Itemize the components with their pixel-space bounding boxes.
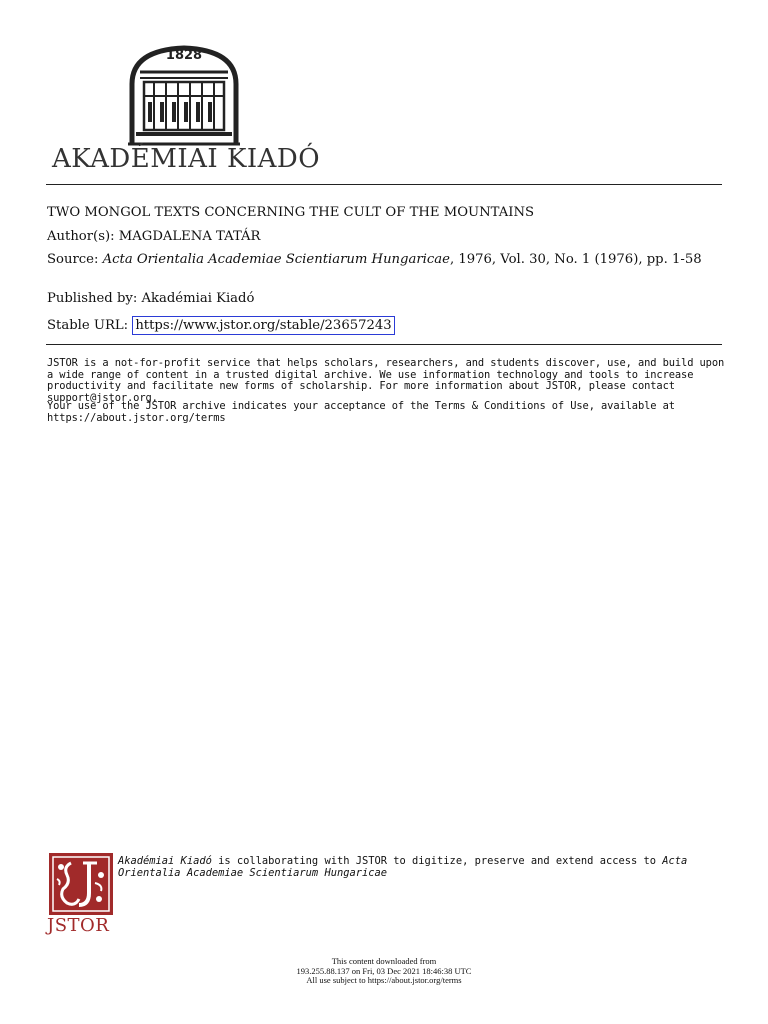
authors-line <box>47 229 260 244</box>
collaboration-notice <box>118 855 728 879</box>
authors-value: MAGDALENA TATÁR <box>118 229 261 244</box>
article-title: TWO MONGOL TEXTS CONCERNING THE CULT OF THE MOUNTAINS <box>47 205 535 220</box>
source-journal: Acta Orientalia Academiae Scientiarum Hungaricae <box>102 252 450 267</box>
jstor-wordmark: JSTOR <box>47 915 110 936</box>
source-details: , 1976, Vol. 30, No. 1 (1976), pp. 1-58 <box>449 252 702 267</box>
divider <box>46 184 722 185</box>
published-value: Akadémiai Kiadó <box>141 291 255 306</box>
divider <box>46 344 722 345</box>
download-footer <box>0 957 768 986</box>
collab-text: is collaborating with JSTOR to digitize, preserve and extend access to <box>211 855 663 867</box>
stable-url-label: Stable URL: <box>47 318 129 333</box>
stable-url-link[interactable]: https://www.jstor.org/stable/23657243 <box>132 316 394 335</box>
footer-line-2: 193.255.88.137 on Fri, 03 Dec 2021 18:46:38 UTC <box>296 965 472 976</box>
authors-label: Author(s): <box>47 229 115 244</box>
published-label: Published by: <box>47 291 138 306</box>
source-label: Source: <box>47 252 99 267</box>
publisher-logo <box>52 44 342 174</box>
published-line <box>47 291 254 306</box>
terms-notice: Your use of the JSTOR archive indicates your acceptance of the Terms & Conditions of Use, available at https://about.jstor.org/terms <box>47 400 675 424</box>
collab-publisher: Akadémiai Kiadó <box>118 855 212 867</box>
footer-line-1: This content downloaded from <box>331 956 437 966</box>
jstor-emblem-icon <box>49 853 113 915</box>
stable-url-line <box>47 316 395 335</box>
logo-year: 1828 <box>165 48 203 63</box>
jstor-logo <box>47 853 117 938</box>
footer-line-3: All use subject to https://about.jstor.org/terms <box>306 975 462 985</box>
jstor-service-notice: JSTOR is a not-for-profit service that helps scholars, researchers, and students discover, use, and build upon a wide range of content in a trusted digital archive. We use information technology and tools to increase productivity and facilitate new forms of scholarship. For more information about JSTOR, please contact support@jstor.org. <box>47 357 725 404</box>
collab-journal: Acta Orientalia Academiae Scientiarum Hungaricae <box>118 855 688 879</box>
publisher-wordmark: AKADÉMIAI KIADÓ <box>52 144 321 174</box>
source-line <box>47 252 727 267</box>
